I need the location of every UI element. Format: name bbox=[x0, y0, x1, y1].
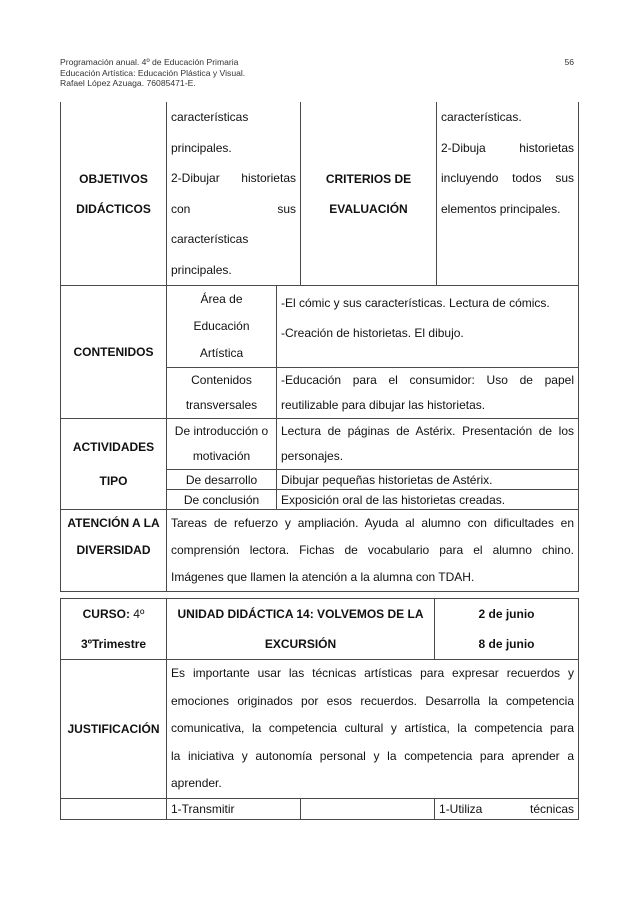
trimestre: 3ºTrimestre bbox=[80, 637, 147, 651]
objetivos-cell: características principales. 2-Dibujar historietas con sus características principales. bbox=[167, 102, 301, 286]
fecha-fin: 8 de junio bbox=[478, 637, 535, 651]
unit-14-table bbox=[60, 598, 579, 820]
intro-content: Lectura de páginas de Astérix. Presentación de los personajes. bbox=[277, 419, 579, 470]
objetivos-label: OBJETIVOS DIDÁCTICOS bbox=[61, 102, 167, 286]
justificacion-label: JUSTIFICACIÓN bbox=[61, 660, 167, 799]
header-line-3: Rafael López Azuaga. 76085471-E. bbox=[60, 78, 196, 89]
conclusion-label: De conclusión bbox=[167, 490, 277, 510]
criterios-start: 1-Utiliza técnicas bbox=[435, 798, 579, 819]
page-header bbox=[60, 57, 580, 89]
intro-label: De introducción o motivación bbox=[167, 419, 277, 470]
actividades-label: ACTIVIDADES TIPO bbox=[61, 419, 167, 510]
fechas-cell bbox=[435, 599, 579, 660]
desarrollo-label: De desarrollo bbox=[167, 470, 277, 490]
desarrollo-content: Dibujar pequeñas historietas de Astérix. bbox=[277, 470, 579, 490]
criterios-cell: características. 2-Dibuja historietas incluyendo todos sus elementos principales. bbox=[437, 102, 579, 286]
curso-cell bbox=[61, 599, 167, 660]
fecha-inicio: 2 de junio bbox=[478, 607, 535, 621]
curso-value: 4º bbox=[129, 607, 145, 621]
transversales-label: Contenidos transversales bbox=[167, 368, 277, 419]
justificacion-content: Es importante usar las técnicas artísticas para expresar recuerdos y emociones originados por esos recuerdos. Desarrolla la competencia comunicativa, la competencia cultural y artística, la competencia para la iniciativa y autonomía personal y la competencia para aprender a aprender. bbox=[167, 660, 579, 799]
unidad-title: UNIDAD DIDÁCTICA 14: VOLVEMOS DE LA EXCURSIÓN bbox=[167, 599, 435, 660]
header-line-2: Educación Artística: Educación Plástica y Visual. bbox=[60, 67, 246, 78]
transversales-content: -Educación para el consumidor: Uso de papel reutilizable para dibujar las historietas. bbox=[277, 368, 579, 419]
unit-table-continued bbox=[60, 102, 579, 592]
area-label: Área de Educación Artística bbox=[167, 286, 277, 368]
contenidos-label: CONTENIDOS bbox=[61, 286, 167, 419]
atencion-label: ATENCIÓN A LA DIVERSIDAD bbox=[61, 510, 167, 592]
header-line-1: Programación anual. 4º de Educación Primaria bbox=[60, 57, 239, 67]
curso-label: CURSO: bbox=[82, 607, 130, 621]
criterios-label-blank bbox=[301, 798, 435, 819]
conclusion-content: Exposición oral de las historietas creadas. bbox=[277, 490, 579, 510]
objetivos-start: 1-Transmitir bbox=[167, 798, 301, 819]
blank-label-cell bbox=[61, 798, 167, 819]
atencion-content: Tareas de refuerzo y ampliación. Ayuda al alumno con dificultades en comprensión lectora. Fichas de vocabulario para el alumno chino. Imágenes que llamen la atención a la alumna con TDAH. bbox=[167, 510, 579, 592]
area-content: -El cómic y sus características. Lectura de cómics. -Creación de historietas. El dibujo. bbox=[277, 286, 579, 368]
criterios-label: CRITERIOS DE EVALUACIÓN bbox=[301, 102, 437, 286]
page-number: 56 bbox=[564, 57, 574, 67]
